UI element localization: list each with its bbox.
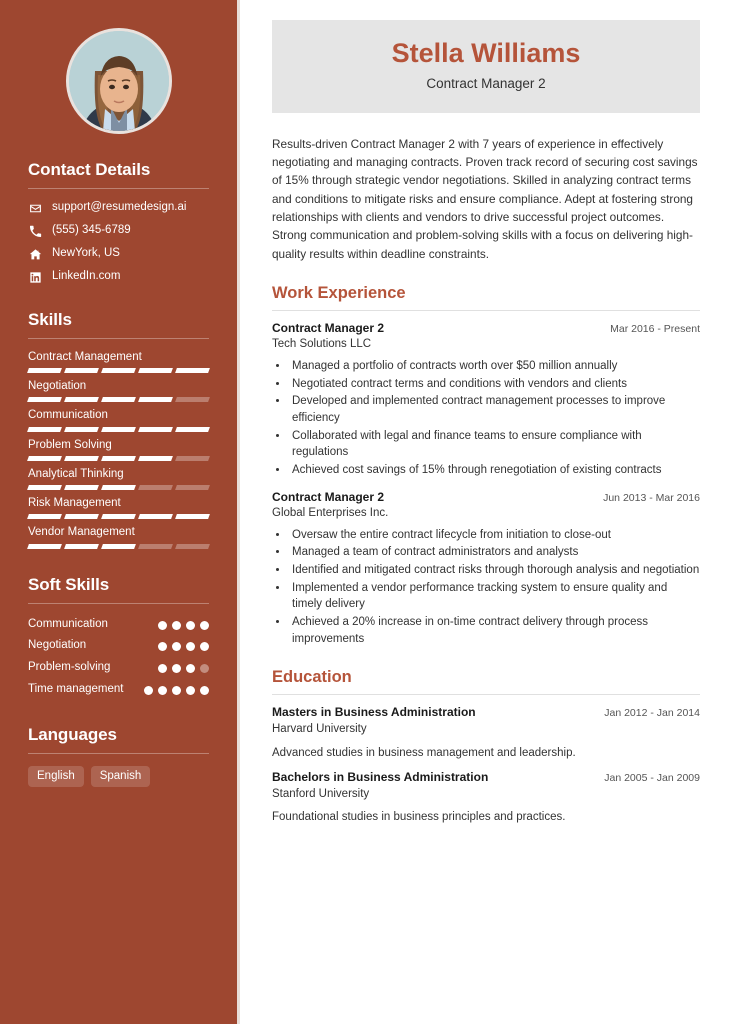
skill-label: Contract Management — [28, 351, 142, 363]
skill-bar-segment — [101, 427, 136, 432]
contact-details-heading: Contact Details — [28, 160, 151, 179]
sidebar — [0, 0, 240, 1024]
skill-bar-segment — [101, 397, 136, 402]
skill-bar-segment — [27, 485, 62, 490]
work-entry-role: Contract Manager 2 — [272, 489, 385, 504]
rating-dot — [186, 686, 195, 695]
contact-list — [28, 201, 209, 284]
soft-skill-row — [28, 681, 209, 699]
contact-location-text: NewYork, US — [52, 247, 120, 260]
main-content — [240, 0, 730, 1024]
rating-dot — [172, 686, 181, 695]
work-entry-bullets — [289, 358, 700, 479]
education-entry-header — [272, 770, 700, 786]
soft-skill-rating-dots — [144, 681, 209, 695]
skill-row — [28, 468, 209, 490]
skill-bar-segment — [27, 456, 62, 461]
rating-dot — [186, 642, 195, 651]
skill-bar-segment — [64, 514, 99, 519]
education-school: Harvard University — [272, 723, 367, 736]
avatar-container — [0, 0, 237, 134]
skill-bar-segment — [27, 514, 62, 519]
job-title: Contract Manager 2 — [426, 75, 546, 91]
rating-dot — [200, 686, 209, 695]
skill-bar-segment — [175, 368, 210, 373]
rating-dot — [186, 621, 195, 630]
education-description: Foundational studies in business principles and practices. — [272, 811, 566, 824]
professional-summary: Results-driven Contract Manager 2 with 7 years of experience in effectively negotiating and managing contracts. Proven track record of securing cost savings of 15% through strategic vendor negotiations. Skilled in analyzing contract terms and conditions to mitigate risks and ensure compliance. Adept at fostering strong relationships with clients and vendors to drive successful project outcomes. Strong communication and problem-solving skills with a focus on delivering high-quality results within deadline constraints. — [272, 136, 698, 261]
skill-bar-segment — [101, 368, 136, 373]
work-experience-heading: Work Experience — [272, 283, 406, 302]
skill-bar-segment — [175, 544, 210, 549]
skill-bar-segment — [138, 456, 173, 461]
name-header-box — [272, 20, 700, 113]
languages-list — [28, 766, 209, 787]
education-school: Stanford University — [272, 787, 370, 800]
rating-dot — [158, 686, 167, 695]
soft-skill-rating-dots — [158, 616, 209, 630]
bullet-item: • Developed and implemented contract management processes to improve efficiency — [289, 393, 700, 426]
skill-label: Problem Solving — [28, 438, 112, 451]
skill-level-bar — [28, 485, 209, 490]
skill-bar-segment — [138, 544, 173, 549]
bullet-item: • Oversaw the entire contract lifecycle from initiation to close-out — [289, 527, 700, 544]
skill-row — [28, 497, 209, 519]
rating-dot — [158, 621, 167, 630]
soft-skill-label: Communication — [28, 617, 108, 630]
contact-item-phone[interactable] — [28, 224, 209, 238]
skill-bar-segment — [101, 544, 136, 549]
skill-row — [28, 439, 209, 461]
skill-bar-segment — [101, 485, 136, 490]
avatar — [66, 28, 172, 134]
skill-label: Analytical Thinking — [28, 467, 124, 480]
bullet-item: • Negotiated contract terms and conditions with vendors and clients — [289, 376, 700, 393]
rating-dot — [172, 664, 181, 673]
rating-dot — [200, 642, 209, 651]
skill-level-bar — [28, 456, 209, 461]
education-degree: Masters in Business Administration — [272, 705, 476, 720]
bullet-item: • Identified and mitigated contract risks through thorough analysis and negotiation — [289, 562, 700, 579]
work-entry-header — [272, 490, 700, 506]
education-heading: Education — [272, 668, 352, 687]
envelope-icon — [28, 201, 42, 215]
education-entry — [272, 770, 700, 826]
skill-bar-segment — [27, 544, 62, 549]
skill-level-bar — [28, 368, 209, 373]
skill-bar-segment — [64, 456, 99, 461]
bullet-item: • Managed a portfolio of contracts worth over $50 million annually — [289, 358, 700, 375]
rating-dot — [158, 664, 167, 673]
skill-bar-segment — [64, 544, 99, 549]
skill-label: Communication — [28, 409, 108, 422]
skill-bar-segment — [175, 485, 210, 490]
work-entry-bullets — [289, 527, 700, 648]
soft-skill-label: Negotiation — [28, 639, 87, 652]
page-title: Stella Williams — [391, 38, 581, 68]
work-entry-header — [272, 321, 700, 337]
skill-bar-segment — [64, 397, 99, 402]
soft-skill-label: Problem-solving — [28, 661, 111, 674]
contact-item-linkedin[interactable] — [28, 270, 209, 284]
education-entry — [272, 705, 700, 761]
skill-row — [28, 526, 209, 548]
skill-level-bar — [28, 427, 209, 432]
skill-bar-segment — [138, 485, 173, 490]
skill-bar-segment — [64, 485, 99, 490]
soft-skills-list — [28, 616, 209, 699]
soft-skill-rating-dots — [158, 659, 209, 673]
skills-list — [28, 351, 209, 549]
education-degree: Bachelors in Business Administration — [272, 770, 489, 785]
skill-bar-segment — [27, 397, 62, 402]
skill-bar-segment — [175, 514, 210, 519]
soft-skill-row — [28, 616, 209, 634]
soft-skill-row — [28, 637, 209, 655]
soft-skill-label: Time management — [28, 682, 124, 695]
skill-bar-segment — [101, 456, 136, 461]
skill-bar-segment — [64, 368, 99, 373]
work-entry-date: Jun 2013 - Mar 2016 — [603, 491, 700, 504]
language-tag[interactable]: English — [28, 766, 84, 787]
education-date: Jan 2005 - Jan 2009 — [604, 772, 700, 785]
languages-divider — [28, 753, 209, 754]
education-divider — [272, 694, 700, 695]
phone-icon — [28, 224, 42, 238]
education-list — [272, 705, 700, 826]
skill-label: Risk Management — [28, 497, 121, 510]
soft-skills-heading: Soft Skills — [28, 574, 110, 594]
skill-level-bar — [28, 544, 209, 549]
soft-skill-rating-dots — [158, 637, 209, 651]
education-date: Jan 2012 - Jan 2014 — [604, 707, 700, 720]
rating-dot — [172, 642, 181, 651]
bullet-item: • Collaborated with legal and finance teams to ensure compliance with regulations — [289, 428, 700, 461]
bullet-item: • Implemented a vendor performance tracking system to ensure quality and timely delivery — [289, 580, 700, 613]
soft-skills-divider — [28, 603, 209, 604]
skill-row — [28, 351, 209, 373]
education-description: Advanced studies in business management and leadership. — [272, 746, 576, 759]
skill-row — [28, 409, 209, 431]
work-entry-role: Contract Manager 2 — [272, 320, 385, 335]
skill-bar-segment — [138, 427, 173, 432]
skill-level-bar — [28, 514, 209, 519]
contact-email-text: support@resumedesign.ai — [52, 201, 187, 214]
skill-bar-segment — [64, 427, 99, 432]
skill-bar-segment — [175, 397, 210, 402]
education-entry-header — [272, 705, 700, 721]
skill-bar-segment — [27, 368, 62, 373]
work-experience-list — [272, 321, 700, 648]
rating-dot — [158, 642, 167, 651]
bullet-item: • Managed a team of contract administrators and analysts — [289, 544, 700, 561]
rating-dot — [144, 686, 153, 695]
skills-divider — [28, 338, 209, 339]
contact-phone-text: (555) 345-6789 — [52, 224, 131, 237]
work-entry — [272, 321, 700, 479]
work-entry-company: Tech Solutions LLC — [272, 338, 372, 351]
work-entry-date: Mar 2016 - Present — [610, 322, 700, 335]
skills-heading: Skills — [28, 310, 72, 329]
skill-bar-segment — [175, 427, 210, 432]
contact-divider — [28, 188, 209, 189]
contact-item-location[interactable] — [28, 247, 209, 261]
skill-bar-segment — [138, 397, 173, 402]
linkedin-icon — [28, 270, 42, 284]
skill-bar-segment — [101, 514, 136, 519]
bullet-item: • Achieved cost savings of 15% through renegotiation of existing contracts — [289, 462, 700, 479]
skill-level-bar — [28, 397, 209, 402]
skill-row — [28, 380, 209, 402]
bullet-item: • Achieved a 20% increase in on-time contract delivery through process improvements — [289, 614, 700, 647]
languages-heading: Languages — [28, 724, 117, 744]
work-entry-company: Global Enterprises Inc. — [272, 507, 389, 520]
skill-label: Negotiation — [28, 380, 87, 393]
rating-dot — [200, 621, 209, 630]
contact-item-email[interactable] — [28, 201, 209, 215]
home-icon — [28, 247, 42, 261]
rating-dot — [172, 621, 181, 630]
work-experience-divider — [272, 310, 700, 311]
skill-bar-segment — [175, 456, 210, 461]
skill-label: Vendor Management — [28, 526, 135, 539]
rating-dot — [200, 664, 209, 673]
portrait-photo-avatar-icon — [69, 31, 169, 131]
language-tag[interactable]: Spanish — [91, 766, 151, 787]
work-entry — [272, 490, 700, 648]
rating-dot — [186, 664, 195, 673]
skill-bar-segment — [138, 514, 173, 519]
skill-bar-segment — [138, 368, 173, 373]
contact-linkedin-text: LinkedIn.com — [52, 270, 121, 283]
skill-bar-segment — [27, 427, 62, 432]
soft-skill-row — [28, 659, 209, 677]
